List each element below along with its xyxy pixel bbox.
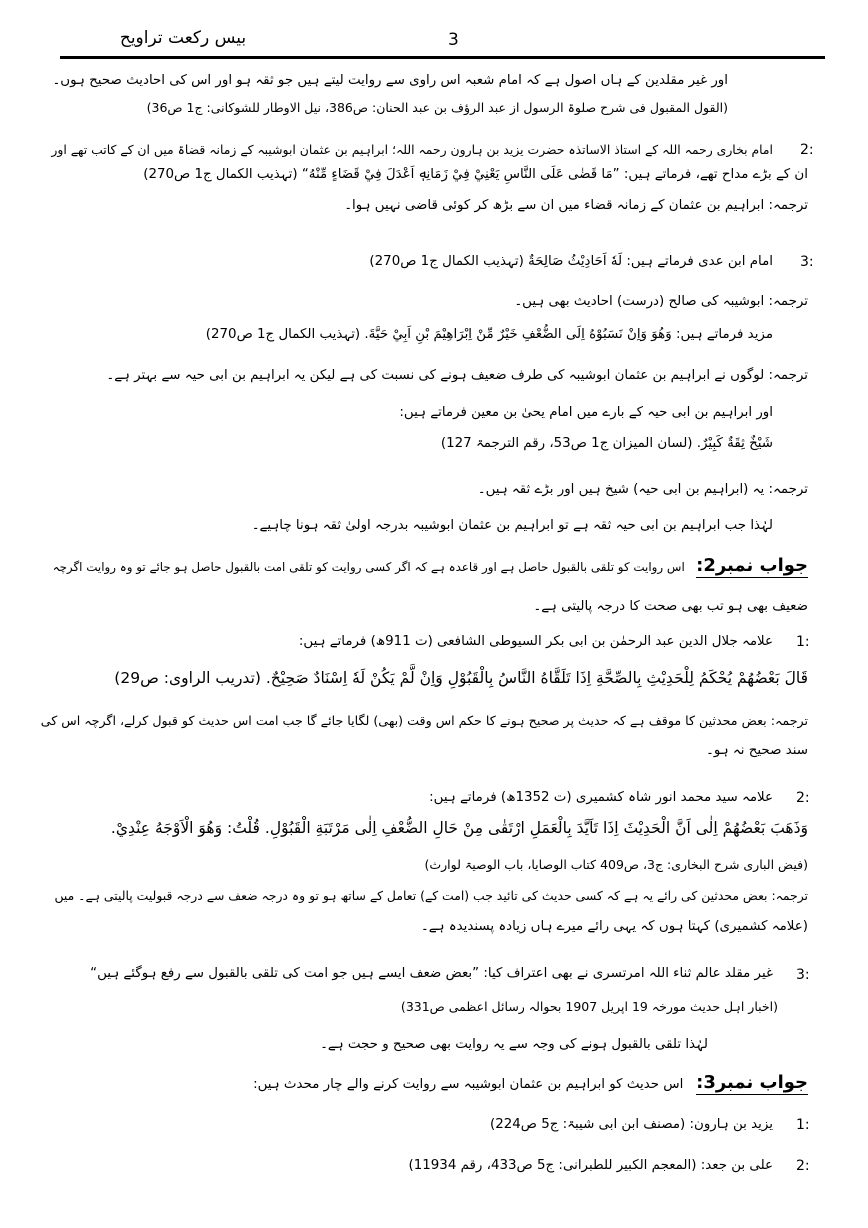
answer-2-label: جواب نمبر2: — [696, 555, 808, 576]
item-number: 3: — [800, 254, 814, 270]
reference-line: (فیض الباری شرح البخاری: ج3، ص409 کتاب الوصایا، باب الوصیۃ لوارث) — [424, 857, 808, 872]
page-number: 3 — [448, 30, 459, 50]
reference-line: (اخبار اہل حدیث مورخہ 19 اپریل 1907 بحوالہ رسائل اعظمی ص331) — [400, 999, 778, 1014]
header-title: بیس رکعت تراویح — [119, 28, 247, 48]
translation-line: ترجمہ: ابراہیم بن عثمان کے زمانہ قضاء میں ان سے بڑھ کر کوئی قاضی نہیں ہوا۔ — [344, 198, 808, 213]
item-number: 2: — [800, 142, 814, 158]
text-line: اس حدیث کو ابراہیم بن عثمان ابوشیبہ سے روایت کرنے والے چار محدث ہیں: — [253, 1077, 684, 1092]
answer-3-label: جواب نمبر3: — [696, 1072, 808, 1093]
item-number: 3: — [796, 967, 810, 983]
answer-3-line — [253, 1073, 808, 1095]
text-line: ضعیف بھی ہو تب بھی صحت کا درجہ پالیتی ہے۔ — [533, 599, 808, 614]
translation-line: سند صحیح نہ ہو۔ — [706, 743, 808, 758]
item-number: 1: — [796, 634, 810, 650]
text-line: امام ابن عدی فرماتے ہیں: لَهٗ اَحَادِيْثُ صَالِحَةٌ (تہذیب الکمال ج1 ص270) — [369, 254, 773, 269]
item-number: 2: — [796, 1158, 810, 1174]
text-line: غیر مقلد عالم ثناء اللہ امرتسری نے بھی اعتراف کیا: ”بعض ضعف ایسے ہیں جو امت کی تلقی بالقبول سے رفع ہوگئے ہیں“ — [90, 966, 773, 981]
reference-line: (القول المقبول فی شرح صلوۃ الرسول از عبد الرؤف بن عبد الحنان: ص386، نیل الاوطار للشوکانی: ج1 ص36) — [146, 100, 728, 115]
header-rule — [60, 56, 825, 59]
translation-line: ترجمہ: یہ (ابراہیم بن ابی حیہ) شیخ ہیں اور بڑے ثقہ ہیں۔ — [477, 482, 808, 497]
text-line: علامہ جلال الدین عبد الرحمٰن بن ابی بکر السیوطی الشافعی (ت 911ھ) فرماتے ہیں: — [298, 634, 773, 649]
translation-line: ترجمہ: بعض محدثین کا موقف ہے کہ حدیث پر صحیح ہونے کا حکم اس وقت (بھی) لگایا جائے گا جب امت اس حدیث کو قبول کرلے، اگرچہ اس کی — [40, 713, 808, 728]
text-line: علی بن جعد: (المعجم الکبیر للطبرانی: ج5 ص433، رقم 11934) — [408, 1158, 773, 1173]
text-line: اور ابراہیم بن ابی حیہ کے بارے میں امام یحیٰ بن معین فرماتے ہیں: — [399, 405, 773, 420]
translation-line: (علامہ کشمیری) کہتا ہوں کہ یہی رائے میرے ہاں زیادہ پسندیدہ ہے۔ — [420, 919, 808, 934]
text-line: ان کے بڑے مداح تھے، فرماتے ہیں: ”مَا قَضٰى عَلَى النَّاسِ يَعْنِيْ فِيْ زَمَانِهٖ اَعْدَلَ فِيْ قَضَاءٍ مِّنْهُ“ (تہذیب الکمال ج1 ص270) — [143, 167, 808, 182]
text-line: مزید فرماتے ہیں: وَهُوَ وَاِنْ نَسَبُوْهُ اِلَى الضُّعْفِ خَيْرٌ مِّنْ اِبْرَاهِيْمَ بْنِ اَبِيْ حَيَّةَ. (تہذیب الکمال ج1 ص270) — [205, 327, 773, 342]
text-line: لہٰذا جب ابراہیم بن ابی حیہ ثقہ ہے تو ابراہیم بن عثمان ابوشیبہ بدرجہ اولیٰ ثقہ ہونا چاہیے۔ — [251, 518, 773, 533]
translation-line: ترجمہ: بعض محدثین کی رائے یہ ہے کہ کسی حدیث کی تائید جب (امت کے) تعامل کے ساتھ ہو تو وہ درجہ ضعف سے درجہ قبولیت پالیتی ہے۔ میں — [54, 888, 808, 903]
arabic-quote: قَالَ بَعْضُهُمْ يُحْكَمُ لِلْحَدِيْثِ بِالصِّحَّةِ اِذَا تَلَقَّاهُ النَّاسُ بِالْقَبُوْلِ وَاِنْ لَّمْ يَكُنْ لَهٗ اِسْنَادٌ صَحِيْحٌ. (تدریب الراوی: ص29) — [114, 669, 808, 687]
translation-line: ترجمہ: لوگوں نے ابراہیم بن عثمان ابوشیبہ کی طرف ضعیف ہونے کی نسبت کی ہے لیکن یہ ابراہیم بن ابی حیہ سے بہتر ہے۔ — [106, 368, 808, 383]
answer-2-line — [53, 556, 808, 577]
item-number: 2: — [796, 790, 810, 806]
text-line: لہٰذا تلقی بالقبول ہونے کی وجہ سے یہ روایت بھی صحیح و حجت ہے۔ — [320, 1037, 708, 1052]
text-line: اور غیر مقلدین کے ہاں اصول ہے کہ امام شعبہ اس راوی سے روایت لیتے ہیں جو ثقہ ہو اور اس کی احادیث صحیح ہوں۔ — [52, 73, 728, 88]
text-line: اس روایت کو تلقی بالقبول حاصل ہے اور قاعدہ ہے کہ اگر کسی روایت کو تلقی امت بالقبول حاصل ہو جائے تو وہ روایت اگرچہ — [52, 560, 685, 574]
text-line: علامہ سید محمد انور شاہ کشمیری (ت 1352ھ) فرماتے ہیں: — [429, 790, 773, 805]
text-line: یزید بن ہارون: (مصنف ابن ابی شیبۃ: ج5 ص224) — [489, 1117, 773, 1132]
text-line: امام بخاری رحمہ اللہ کے استاذ الاساتذہ حضرت یزید بن ہارون رحمہ اللہ؛ ابراہیم بن عثمان ابوشیبہ کے زمانہ قضاۃ میں ان کے کاتب تھے اور — [51, 142, 773, 157]
arabic-quote: وَذَهَبَ بَعْضُهُمْ اِلٰى اَنَّ الْحَدِيْثَ اِذَا تَاَيَّدَ بِالْعَمَلِ ارْتَقٰى مِنْ حَالِ الضُّعْفِ اِلٰى مَرْتَبَةِ الْقَبُوْلِ. قُلْتُ: وَهُوَ الْاَوْجَهُ عِنْدِيْ. — [110, 819, 808, 837]
translation-line: ترجمہ: ابوشیبہ کی صالح (درست) احادیث بھی ہیں۔ — [514, 294, 808, 309]
text-line: شَيْخٌ ثِقَةٌ كَبِيْرٌ. (لسان المیزان ج1 ص53، رقم الترجمۃ 127) — [440, 436, 773, 451]
item-number: 1: — [796, 1117, 810, 1133]
